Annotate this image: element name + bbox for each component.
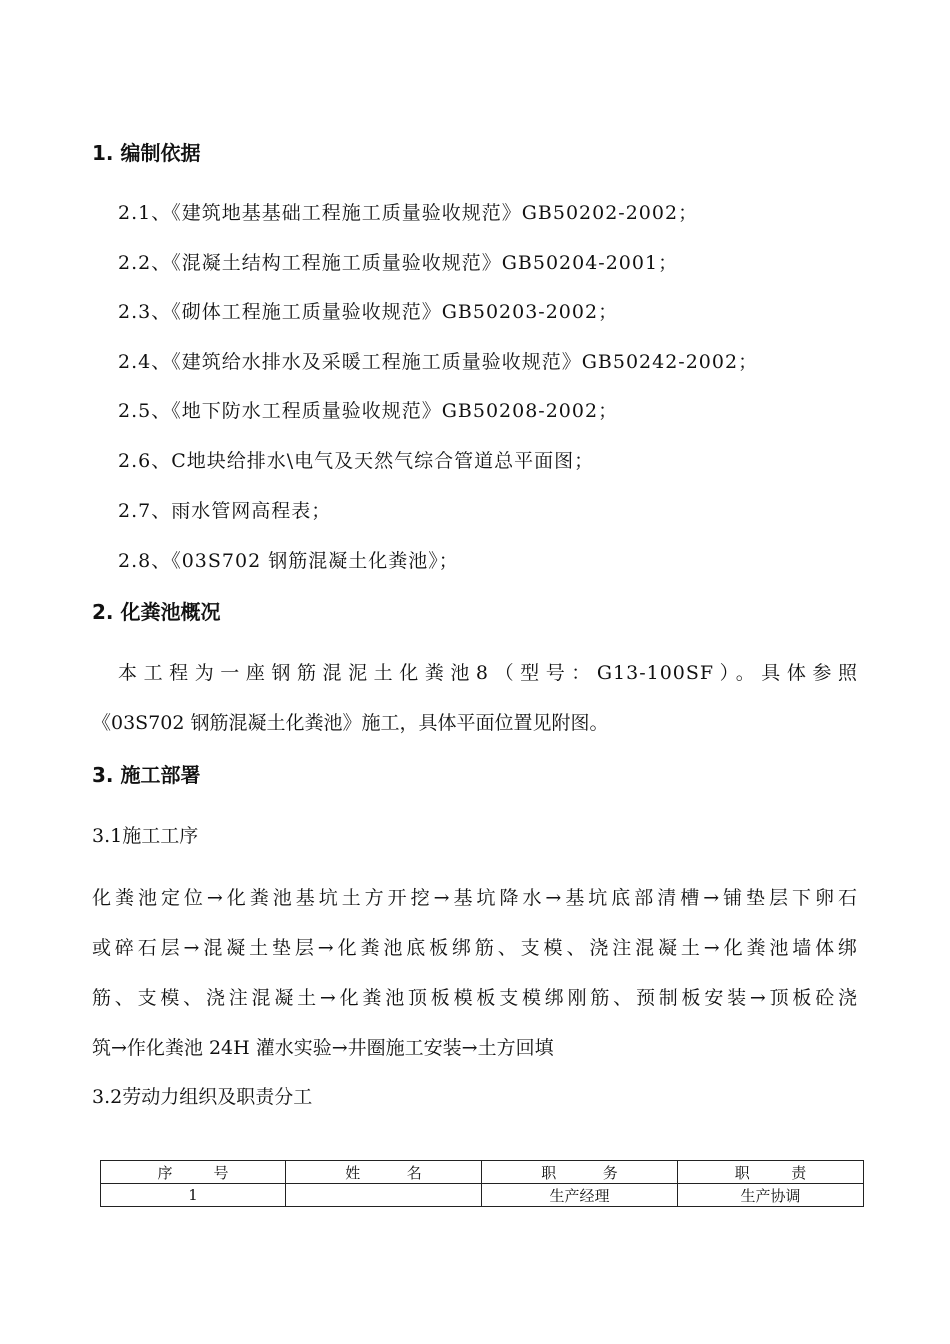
- cell-position: 生产经理: [482, 1184, 678, 1207]
- reference-item-2-8: 2.8、《03S702 钢筋混凝土化粪池》；: [118, 550, 459, 572]
- process-line-3: 筋、支模、浇注混凝土→化粪池顶板模板支模绑刚筋、预制板安装→顶板砼浇: [92, 987, 858, 1009]
- reference-item-2-5: 2.5、《地下防水工程质量验收规范》GB50208-2002；: [118, 400, 619, 422]
- cell-duty: 生产协调: [678, 1184, 864, 1207]
- reference-item-2-3: 2.3、《砌体工程施工质量验收规范》GB50203-2002；: [118, 301, 619, 323]
- reference-item-2-2: 2.2、《混凝土结构工程施工质量验收规范》GB50204-2001；: [118, 252, 679, 274]
- reference-item-2-7: 2.7、雨水管网高程表；: [118, 500, 332, 522]
- overview-line-2: 《03S702 钢筋混凝土化粪池》施工，具体平面位置见附图。: [92, 712, 609, 734]
- reference-item-2-6: 2.6、C地块给排水\电气及天然气综合管道总平面图；: [118, 450, 595, 472]
- table-header-row: [101, 1161, 864, 1184]
- reference-item-2-1: 2.1、《建筑地基基础工程施工质量验收规范》GB50202-2002；: [118, 202, 699, 224]
- section-1-heading: 1. 编制依据: [92, 141, 201, 165]
- overview-line-1: 本工程为一座钢筋混泥土化粪池8（型号：G13-100SF）。具体参照: [118, 662, 858, 684]
- table-row: [101, 1184, 864, 1207]
- reference-item-2-4: 2.4、《建筑给水排水及采暖工程施工质量验收规范》GB50242-2002；: [118, 351, 759, 373]
- process-line-1: 化粪池定位→化粪池基坑土方开挖→基坑降水→基坑底部清槽→铺垫层下卵石: [92, 887, 858, 909]
- section-2-heading: 2. 化粪池概况: [92, 600, 221, 624]
- labor-organization-table: [100, 1160, 864, 1207]
- header-name: 姓 名: [286, 1161, 482, 1184]
- subsection-3-2-title: 3.2劳动力组织及职责分工: [92, 1086, 313, 1108]
- process-line-4: 筑→作化粪池 24H 灌水实验→井圈施工安装→土方回填: [92, 1037, 554, 1059]
- header-seq: 序 号: [101, 1161, 286, 1184]
- cell-seq: 1: [101, 1184, 286, 1207]
- header-position: 职 务: [482, 1161, 678, 1184]
- cell-name: [286, 1184, 482, 1207]
- section-3-heading: 3. 施工部署: [92, 763, 201, 787]
- subsection-3-1-title: 3.1施工工序: [92, 825, 199, 847]
- header-duty: 职 责: [678, 1161, 864, 1184]
- process-line-2: 或碎石层→混凝土垫层→化粪池底板绑筋、支模、浇注混凝土→化粪池墙体绑: [92, 937, 858, 959]
